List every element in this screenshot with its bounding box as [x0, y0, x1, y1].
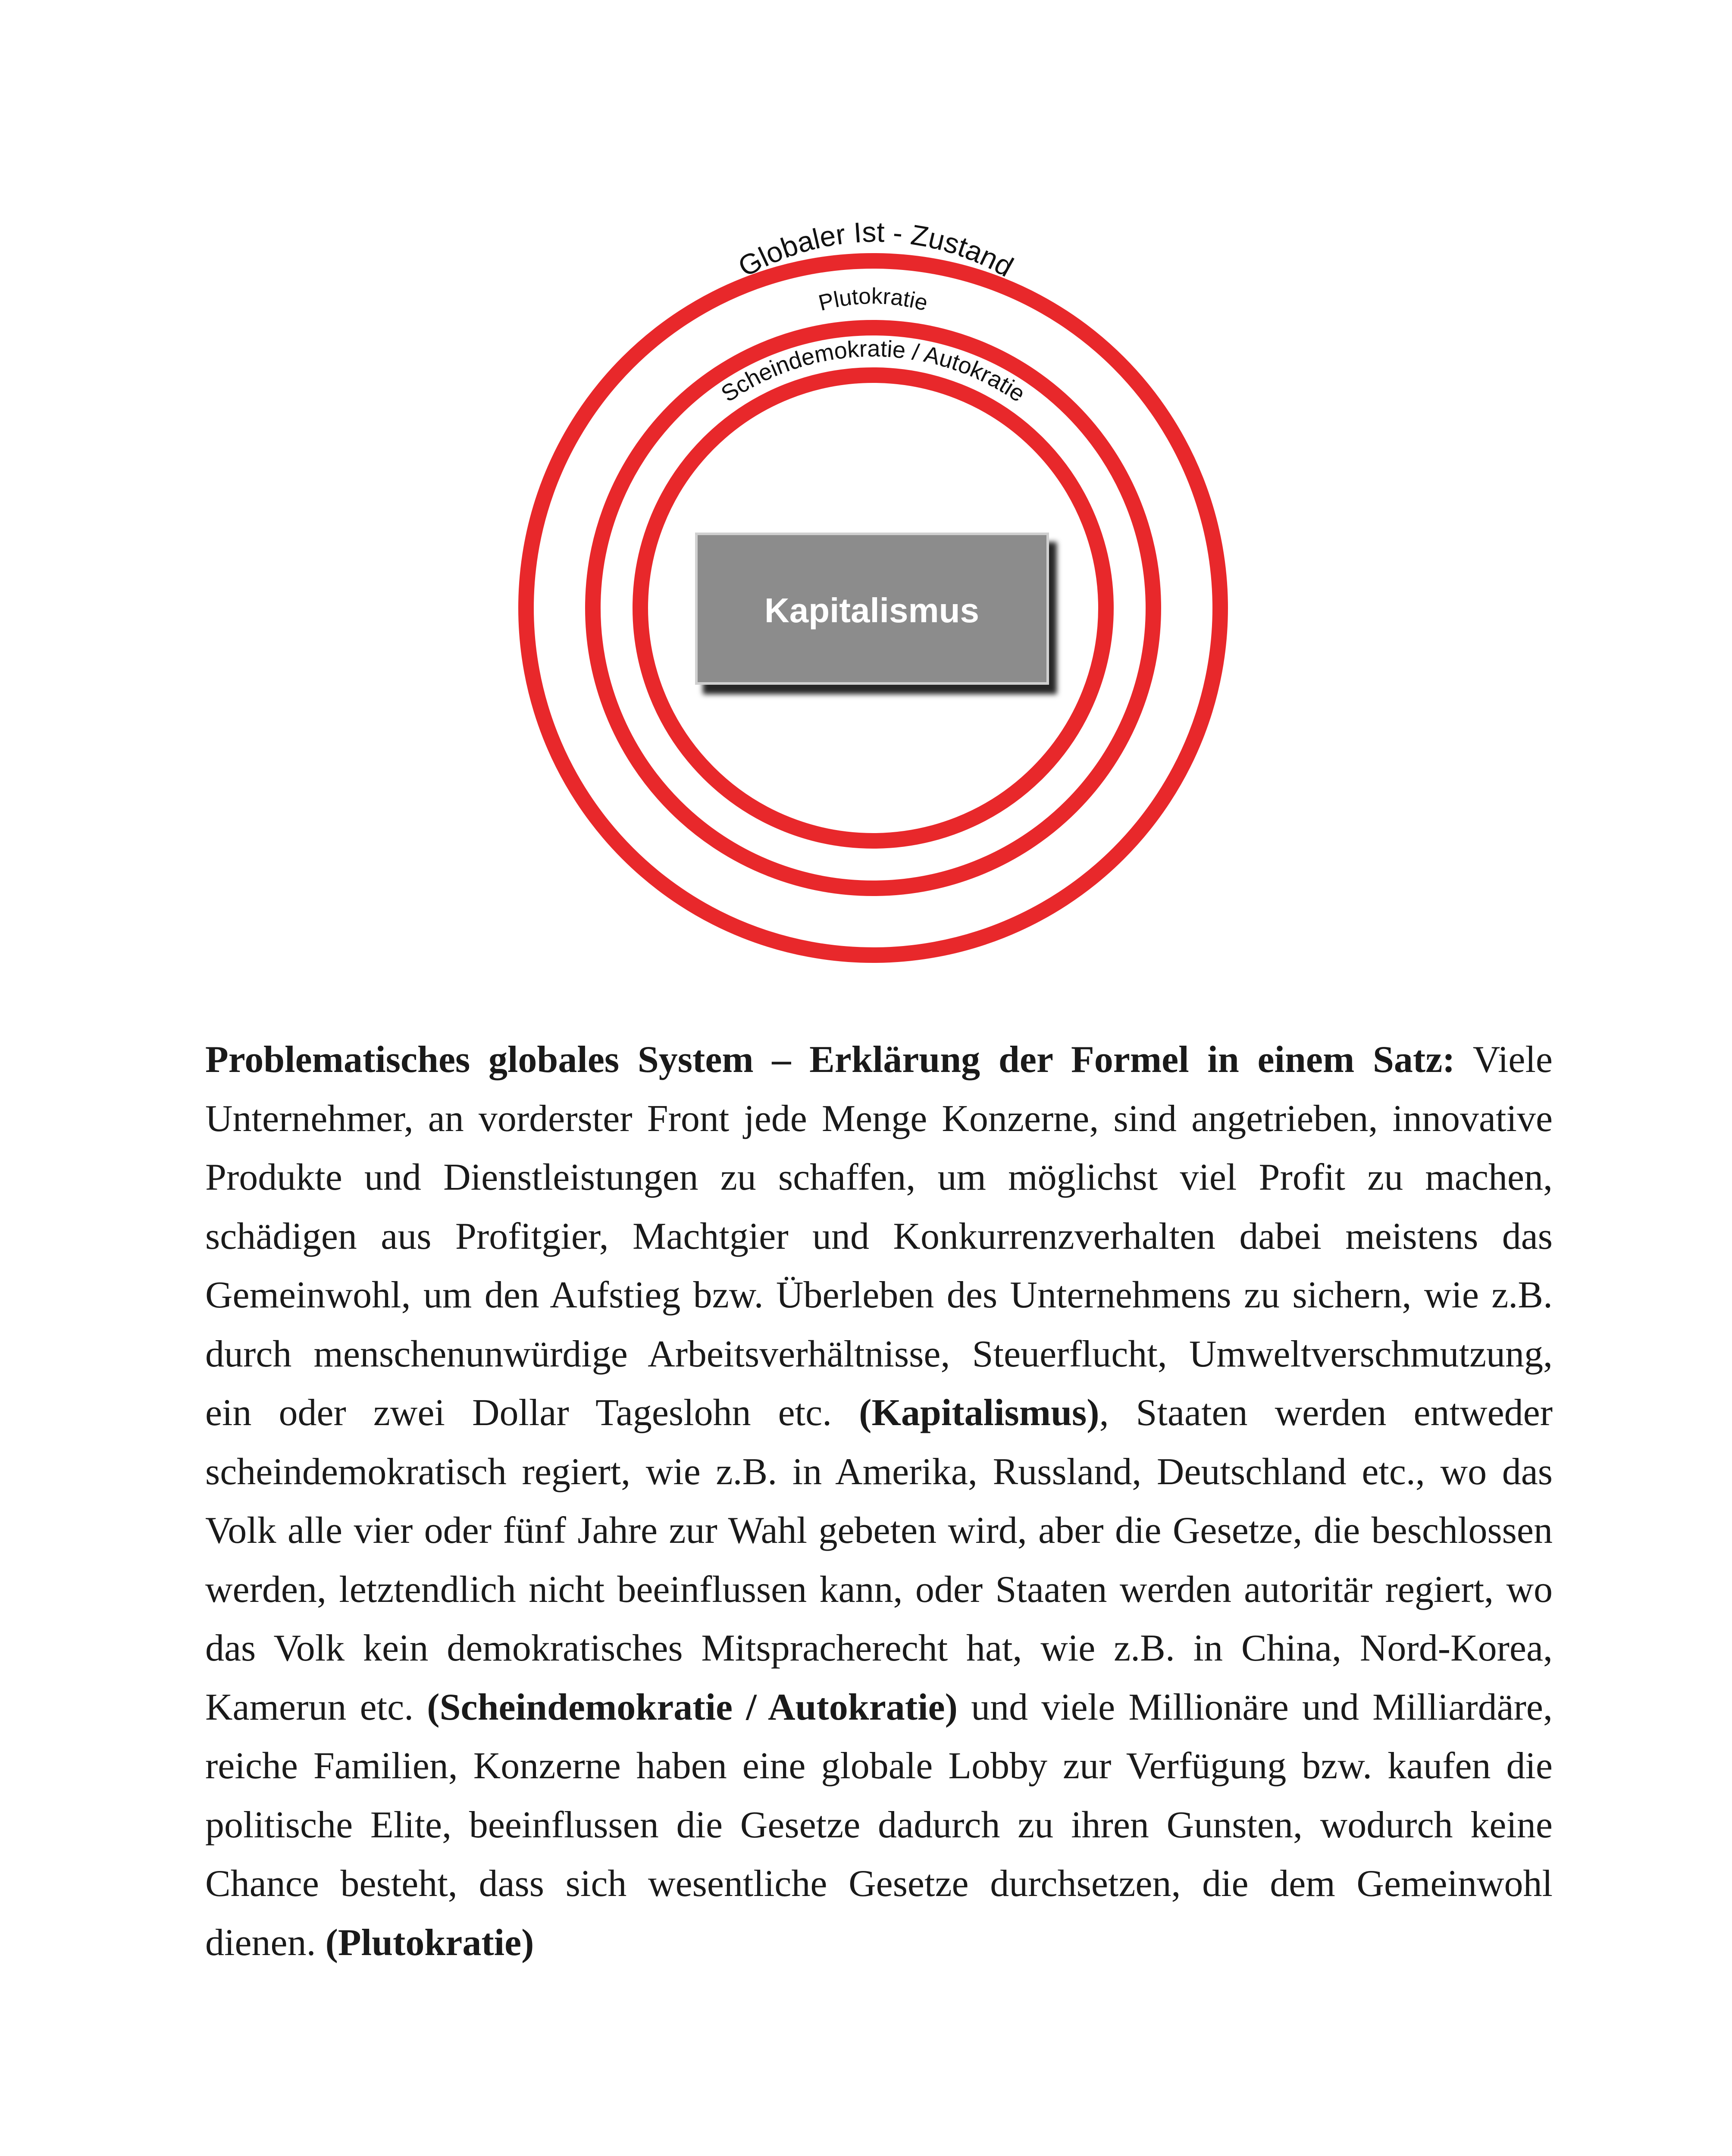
paragraph — [205, 1031, 1553, 1972]
paragraph-lead: Problematisches globales System – Erklärung der Formel in einem Satz: — [205, 1039, 1455, 1081]
inner-ring-label-path: Scheindemokratie / Autokratie — [716, 335, 1030, 407]
tag-scheindemokratie: (Scheindemokratie / Autokratie) — [427, 1686, 958, 1728]
concentric-circles-diagram — [0, 0, 1732, 992]
middle-ring-label — [816, 284, 930, 316]
paragraph-part-2: , Staaten werden entweder scheindemokratisch regiert, wie z.B. in Amerika, Russland, Deutschland etc., wo das Volk alle vier oder fünf Jahre zur Wahl gebeten wird, aber die Gesetze, die beschlossen werden, letztendlich nicht beeinflussen kann, oder Staaten werden autoritär regiert, wo das Volk kein demokratisches Mitspracherecht hat, wie z.B. in China, Nord-Korea, Kamerun etc. — [205, 1392, 1553, 1728]
paragraph-part-3: und viele Millionäre und Milliardäre, reiche Familien, Konzerne haben eine globale Lobby zur Verfügung bzw. kaufen die politische Elite, beeinflussen die Gesetze dadurch zu ihren Gunsten, wodurch keine Chance besteht, dass sich wesentliche Gesetze durchsetzen, die dem Gemeinwohl dienen. — [205, 1686, 1553, 1964]
explanation-paragraph — [205, 1031, 1553, 1972]
core-box-label: Kapitalismus — [764, 591, 979, 630]
paragraph-part-1: Viele Unternehmer, an vorderster Front jede Menge Konzerne, sind angetrieben, innovative Produkte und Dienstleistungen zu schaffen, um möglichst viel Profit zu machen, schädigen aus Profitgier, Machtgier und Konkurrenzverhalten dabei meistens das Gemeinwohl, um den Aufstieg bzw. Überleben des Unternehmens zu sichern, wie z.B. durch menschenunwürdige Arbeitsverhältnisse, Steuerflucht, Umweltverschmutzung, ein oder zwei Dollar Tageslohn etc. — [205, 1039, 1553, 1434]
tag-kapitalismus: (Kapitalismus) — [859, 1392, 1099, 1434]
outer-ring-label-path: Globaler Ist - Zustand — [733, 216, 1019, 283]
tag-plutokratie: (Plutokratie) — [325, 1921, 534, 1964]
middle-ring-label-path: Plutokratie — [816, 284, 930, 316]
